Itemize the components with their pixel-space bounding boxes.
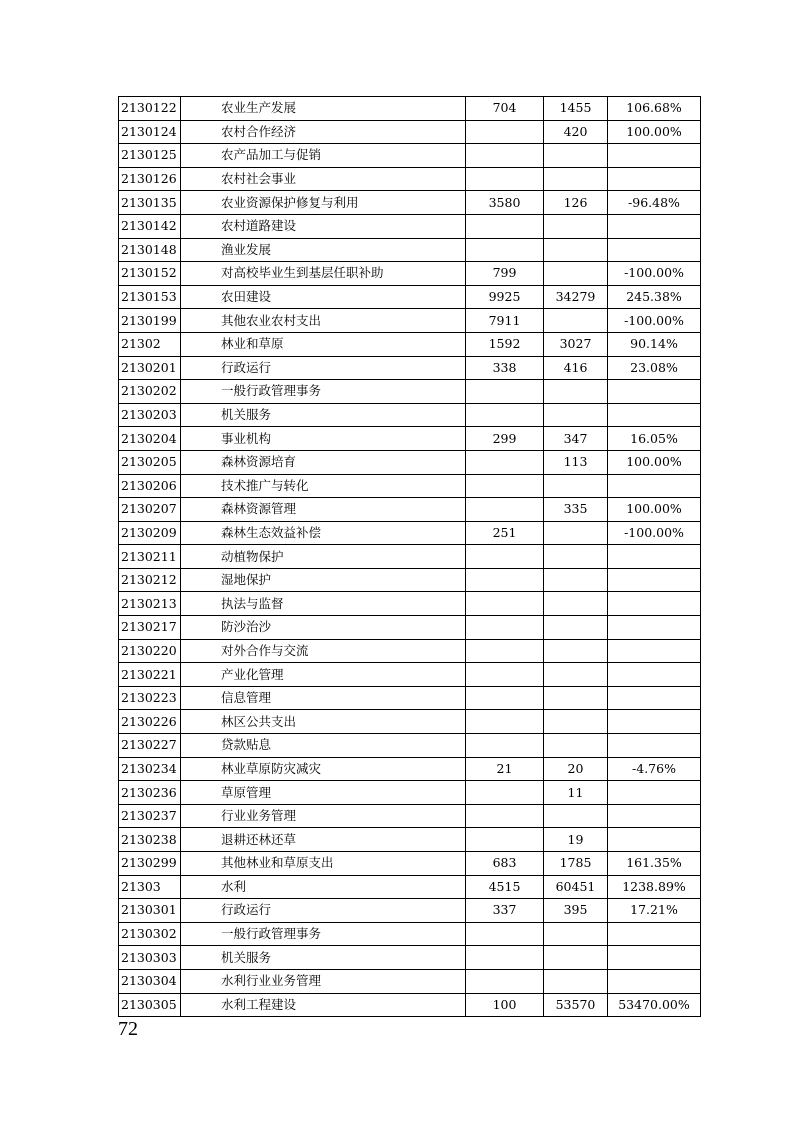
current-amount-cell xyxy=(544,545,608,569)
account-code-cell: 2130227 xyxy=(119,734,181,758)
table-row xyxy=(119,191,701,215)
prior-amount-cell xyxy=(466,686,544,710)
prior-amount-cell xyxy=(466,828,544,852)
change-percent-cell xyxy=(608,781,701,805)
item-name-cell: 农田建设 xyxy=(181,285,466,309)
change-percent-cell: 1238.89% xyxy=(608,875,701,899)
change-percent-cell: 17.21% xyxy=(608,899,701,923)
budget-table-body xyxy=(119,97,701,1017)
account-code-cell: 2130303 xyxy=(119,946,181,970)
item-name-cell: 水利 xyxy=(181,875,466,899)
prior-amount-cell xyxy=(466,120,544,144)
change-percent-cell xyxy=(608,380,701,404)
account-code-cell: 2130126 xyxy=(119,167,181,191)
table-row xyxy=(119,899,701,923)
table-row xyxy=(119,474,701,498)
change-percent-cell xyxy=(608,238,701,262)
table-row xyxy=(119,167,701,191)
item-name-cell: 执法与监督 xyxy=(181,592,466,616)
table-row xyxy=(119,781,701,805)
current-amount-cell xyxy=(544,214,608,238)
change-percent-cell: 23.08% xyxy=(608,356,701,380)
account-code-cell: 2130209 xyxy=(119,521,181,545)
table-row xyxy=(119,804,701,828)
current-amount-cell: 19 xyxy=(544,828,608,852)
item-name-cell: 技术推广与转化 xyxy=(181,474,466,498)
table-row xyxy=(119,498,701,522)
account-code-cell: 2130122 xyxy=(119,97,181,121)
account-code-cell: 2130213 xyxy=(119,592,181,616)
table-row xyxy=(119,332,701,356)
table-row xyxy=(119,214,701,238)
current-amount-cell: 420 xyxy=(544,120,608,144)
budget-table xyxy=(118,96,701,1017)
table-row xyxy=(119,450,701,474)
prior-amount-cell: 3580 xyxy=(466,191,544,215)
table-row xyxy=(119,309,701,333)
account-code-cell: 2130153 xyxy=(119,285,181,309)
change-percent-cell: 100.00% xyxy=(608,120,701,144)
item-name-cell: 林业草原防灾减灾 xyxy=(181,757,466,781)
table-row xyxy=(119,875,701,899)
current-amount-cell: 60451 xyxy=(544,875,608,899)
current-amount-cell xyxy=(544,167,608,191)
item-name-cell: 农业资源保护修复与利用 xyxy=(181,191,466,215)
table-row xyxy=(119,427,701,451)
change-percent-cell xyxy=(608,167,701,191)
change-percent-cell xyxy=(608,403,701,427)
prior-amount-cell: 21 xyxy=(466,757,544,781)
item-name-cell: 森林生态效益补偿 xyxy=(181,521,466,545)
prior-amount-cell xyxy=(466,616,544,640)
prior-amount-cell: 4515 xyxy=(466,875,544,899)
table-row xyxy=(119,969,701,993)
table-row xyxy=(119,592,701,616)
table-row xyxy=(119,710,701,734)
current-amount-cell xyxy=(544,403,608,427)
item-name-cell: 草原管理 xyxy=(181,781,466,805)
prior-amount-cell: 683 xyxy=(466,852,544,876)
current-amount-cell xyxy=(544,804,608,828)
account-code-cell: 2130201 xyxy=(119,356,181,380)
current-amount-cell: 20 xyxy=(544,757,608,781)
current-amount-cell xyxy=(544,686,608,710)
prior-amount-cell xyxy=(466,922,544,946)
account-code-cell: 2130152 xyxy=(119,262,181,286)
change-percent-cell xyxy=(608,734,701,758)
change-percent-cell xyxy=(608,804,701,828)
table-row xyxy=(119,380,701,404)
current-amount-cell xyxy=(544,592,608,616)
table-row xyxy=(119,686,701,710)
change-percent-cell: 53470.00% xyxy=(608,993,701,1017)
item-name-cell: 农村道路建设 xyxy=(181,214,466,238)
item-name-cell: 对外合作与交流 xyxy=(181,639,466,663)
change-percent-cell xyxy=(608,710,701,734)
change-percent-cell xyxy=(608,639,701,663)
account-code-cell: 2130199 xyxy=(119,309,181,333)
current-amount-cell xyxy=(544,144,608,168)
item-name-cell: 防沙治沙 xyxy=(181,616,466,640)
change-percent-cell xyxy=(608,686,701,710)
current-amount-cell: 11 xyxy=(544,781,608,805)
table-row xyxy=(119,568,701,592)
table-row xyxy=(119,734,701,758)
current-amount-cell: 3027 xyxy=(544,332,608,356)
change-percent-cell: 90.14% xyxy=(608,332,701,356)
current-amount-cell: 126 xyxy=(544,191,608,215)
account-code-cell: 2130217 xyxy=(119,616,181,640)
prior-amount-cell: 704 xyxy=(466,97,544,121)
table-row xyxy=(119,639,701,663)
item-name-cell: 林业和草原 xyxy=(181,332,466,356)
account-code-cell: 2130223 xyxy=(119,686,181,710)
change-percent-cell: 16.05% xyxy=(608,427,701,451)
change-percent-cell: -96.48% xyxy=(608,191,701,215)
account-code-cell: 21303 xyxy=(119,875,181,899)
table-row xyxy=(119,97,701,121)
current-amount-cell: 113 xyxy=(544,450,608,474)
table-row xyxy=(119,852,701,876)
account-code-cell: 2130236 xyxy=(119,781,181,805)
current-amount-cell xyxy=(544,734,608,758)
account-code-cell: 2130211 xyxy=(119,545,181,569)
change-percent-cell: 245.38% xyxy=(608,285,701,309)
prior-amount-cell: 100 xyxy=(466,993,544,1017)
current-amount-cell xyxy=(544,922,608,946)
change-percent-cell: 100.00% xyxy=(608,450,701,474)
item-name-cell: 行政运行 xyxy=(181,899,466,923)
change-percent-cell: 161.35% xyxy=(608,852,701,876)
current-amount-cell xyxy=(544,639,608,663)
prior-amount-cell: 251 xyxy=(466,521,544,545)
item-name-cell: 水利行业业务管理 xyxy=(181,969,466,993)
prior-amount-cell: 9925 xyxy=(466,285,544,309)
change-percent-cell xyxy=(608,663,701,687)
item-name-cell: 渔业发展 xyxy=(181,238,466,262)
account-code-cell: 2130148 xyxy=(119,238,181,262)
prior-amount-cell xyxy=(466,592,544,616)
current-amount-cell xyxy=(544,309,608,333)
change-percent-cell xyxy=(608,214,701,238)
prior-amount-cell xyxy=(466,639,544,663)
current-amount-cell xyxy=(544,616,608,640)
prior-amount-cell xyxy=(466,781,544,805)
prior-amount-cell xyxy=(466,663,544,687)
table-row xyxy=(119,663,701,687)
current-amount-cell xyxy=(544,710,608,734)
table-row xyxy=(119,946,701,970)
change-percent-cell: 106.68% xyxy=(608,97,701,121)
change-percent-cell xyxy=(608,592,701,616)
item-name-cell: 贷款贴息 xyxy=(181,734,466,758)
prior-amount-cell: 1592 xyxy=(466,332,544,356)
account-code-cell: 2130203 xyxy=(119,403,181,427)
item-name-cell: 产业化管理 xyxy=(181,663,466,687)
current-amount-cell xyxy=(544,568,608,592)
table-row xyxy=(119,521,701,545)
item-name-cell: 农村合作经济 xyxy=(181,120,466,144)
account-code-cell: 2130125 xyxy=(119,144,181,168)
table-row xyxy=(119,285,701,309)
prior-amount-cell xyxy=(466,450,544,474)
current-amount-cell xyxy=(544,521,608,545)
account-code-cell: 2130238 xyxy=(119,828,181,852)
current-amount-cell: 53570 xyxy=(544,993,608,1017)
account-code-cell: 2130234 xyxy=(119,757,181,781)
prior-amount-cell: 338 xyxy=(466,356,544,380)
current-amount-cell: 1455 xyxy=(544,97,608,121)
table-row xyxy=(119,262,701,286)
table-row xyxy=(119,616,701,640)
item-name-cell: 湿地保护 xyxy=(181,568,466,592)
table-row xyxy=(119,922,701,946)
item-name-cell: 一般行政管理事务 xyxy=(181,922,466,946)
prior-amount-cell xyxy=(466,734,544,758)
account-code-cell: 2130206 xyxy=(119,474,181,498)
change-percent-cell xyxy=(608,568,701,592)
prior-amount-cell xyxy=(466,545,544,569)
current-amount-cell: 347 xyxy=(544,427,608,451)
item-name-cell: 机关服务 xyxy=(181,403,466,427)
current-amount-cell xyxy=(544,380,608,404)
item-name-cell: 森林资源培育 xyxy=(181,450,466,474)
item-name-cell: 一般行政管理事务 xyxy=(181,380,466,404)
current-amount-cell xyxy=(544,238,608,262)
change-percent-cell: -100.00% xyxy=(608,521,701,545)
account-code-cell: 2130135 xyxy=(119,191,181,215)
current-amount-cell xyxy=(544,262,608,286)
prior-amount-cell xyxy=(466,804,544,828)
item-name-cell: 森林资源管理 xyxy=(181,498,466,522)
item-name-cell: 信息管理 xyxy=(181,686,466,710)
table-row xyxy=(119,993,701,1017)
account-code-cell: 2130226 xyxy=(119,710,181,734)
current-amount-cell xyxy=(544,474,608,498)
prior-amount-cell xyxy=(466,403,544,427)
item-name-cell: 退耕还林还草 xyxy=(181,828,466,852)
change-percent-cell: -100.00% xyxy=(608,262,701,286)
prior-amount-cell: 337 xyxy=(466,899,544,923)
table-row xyxy=(119,120,701,144)
change-percent-cell xyxy=(608,474,701,498)
prior-amount-cell xyxy=(466,946,544,970)
current-amount-cell: 1785 xyxy=(544,852,608,876)
prior-amount-cell: 299 xyxy=(466,427,544,451)
account-code-cell: 2130305 xyxy=(119,993,181,1017)
change-percent-cell xyxy=(608,545,701,569)
change-percent-cell xyxy=(608,828,701,852)
account-code-cell: 2130221 xyxy=(119,663,181,687)
prior-amount-cell xyxy=(466,380,544,404)
table-row xyxy=(119,403,701,427)
item-name-cell: 农业生产发展 xyxy=(181,97,466,121)
item-name-cell: 农产品加工与促销 xyxy=(181,144,466,168)
item-name-cell: 机关服务 xyxy=(181,946,466,970)
item-name-cell: 事业机构 xyxy=(181,427,466,451)
current-amount-cell: 335 xyxy=(544,498,608,522)
item-name-cell: 其他林业和草原支出 xyxy=(181,852,466,876)
item-name-cell: 其他农业农村支出 xyxy=(181,309,466,333)
prior-amount-cell xyxy=(466,498,544,522)
current-amount-cell xyxy=(544,663,608,687)
current-amount-cell: 34279 xyxy=(544,285,608,309)
prior-amount-cell: 799 xyxy=(466,262,544,286)
account-code-cell: 2130142 xyxy=(119,214,181,238)
change-percent-cell xyxy=(608,144,701,168)
table-row xyxy=(119,545,701,569)
table-row xyxy=(119,238,701,262)
prior-amount-cell xyxy=(466,214,544,238)
account-code-cell: 2130302 xyxy=(119,922,181,946)
table-row xyxy=(119,757,701,781)
item-name-cell: 行业业务管理 xyxy=(181,804,466,828)
current-amount-cell: 416 xyxy=(544,356,608,380)
current-amount-cell xyxy=(544,969,608,993)
current-amount-cell: 395 xyxy=(544,899,608,923)
item-name-cell: 林区公共支出 xyxy=(181,710,466,734)
table-row xyxy=(119,144,701,168)
current-amount-cell xyxy=(544,946,608,970)
prior-amount-cell xyxy=(466,568,544,592)
table-row xyxy=(119,356,701,380)
prior-amount-cell xyxy=(466,710,544,734)
change-percent-cell xyxy=(608,616,701,640)
change-percent-cell xyxy=(608,922,701,946)
account-code-cell: 2130212 xyxy=(119,568,181,592)
account-code-cell: 2130207 xyxy=(119,498,181,522)
account-code-cell: 2130220 xyxy=(119,639,181,663)
prior-amount-cell xyxy=(466,167,544,191)
account-code-cell: 2130205 xyxy=(119,450,181,474)
account-code-cell: 2130301 xyxy=(119,899,181,923)
change-percent-cell xyxy=(608,946,701,970)
item-name-cell: 水利工程建设 xyxy=(181,993,466,1017)
prior-amount-cell xyxy=(466,474,544,498)
table-row xyxy=(119,828,701,852)
item-name-cell: 动植物保护 xyxy=(181,545,466,569)
prior-amount-cell xyxy=(466,969,544,993)
prior-amount-cell xyxy=(466,238,544,262)
account-code-cell: 21302 xyxy=(119,332,181,356)
prior-amount-cell xyxy=(466,144,544,168)
account-code-cell: 2130124 xyxy=(119,120,181,144)
account-code-cell: 2130204 xyxy=(119,427,181,451)
change-percent-cell: -100.00% xyxy=(608,309,701,333)
page-number: 72 xyxy=(118,1018,138,1040)
account-code-cell: 2130304 xyxy=(119,969,181,993)
account-code-cell: 2130299 xyxy=(119,852,181,876)
change-percent-cell: -4.76% xyxy=(608,757,701,781)
item-name-cell: 对高校毕业生到基层任职补助 xyxy=(181,262,466,286)
account-code-cell: 2130202 xyxy=(119,380,181,404)
item-name-cell: 行政运行 xyxy=(181,356,466,380)
prior-amount-cell: 7911 xyxy=(466,309,544,333)
change-percent-cell xyxy=(608,969,701,993)
item-name-cell: 农村社会事业 xyxy=(181,167,466,191)
change-percent-cell: 100.00% xyxy=(608,498,701,522)
account-code-cell: 2130237 xyxy=(119,804,181,828)
